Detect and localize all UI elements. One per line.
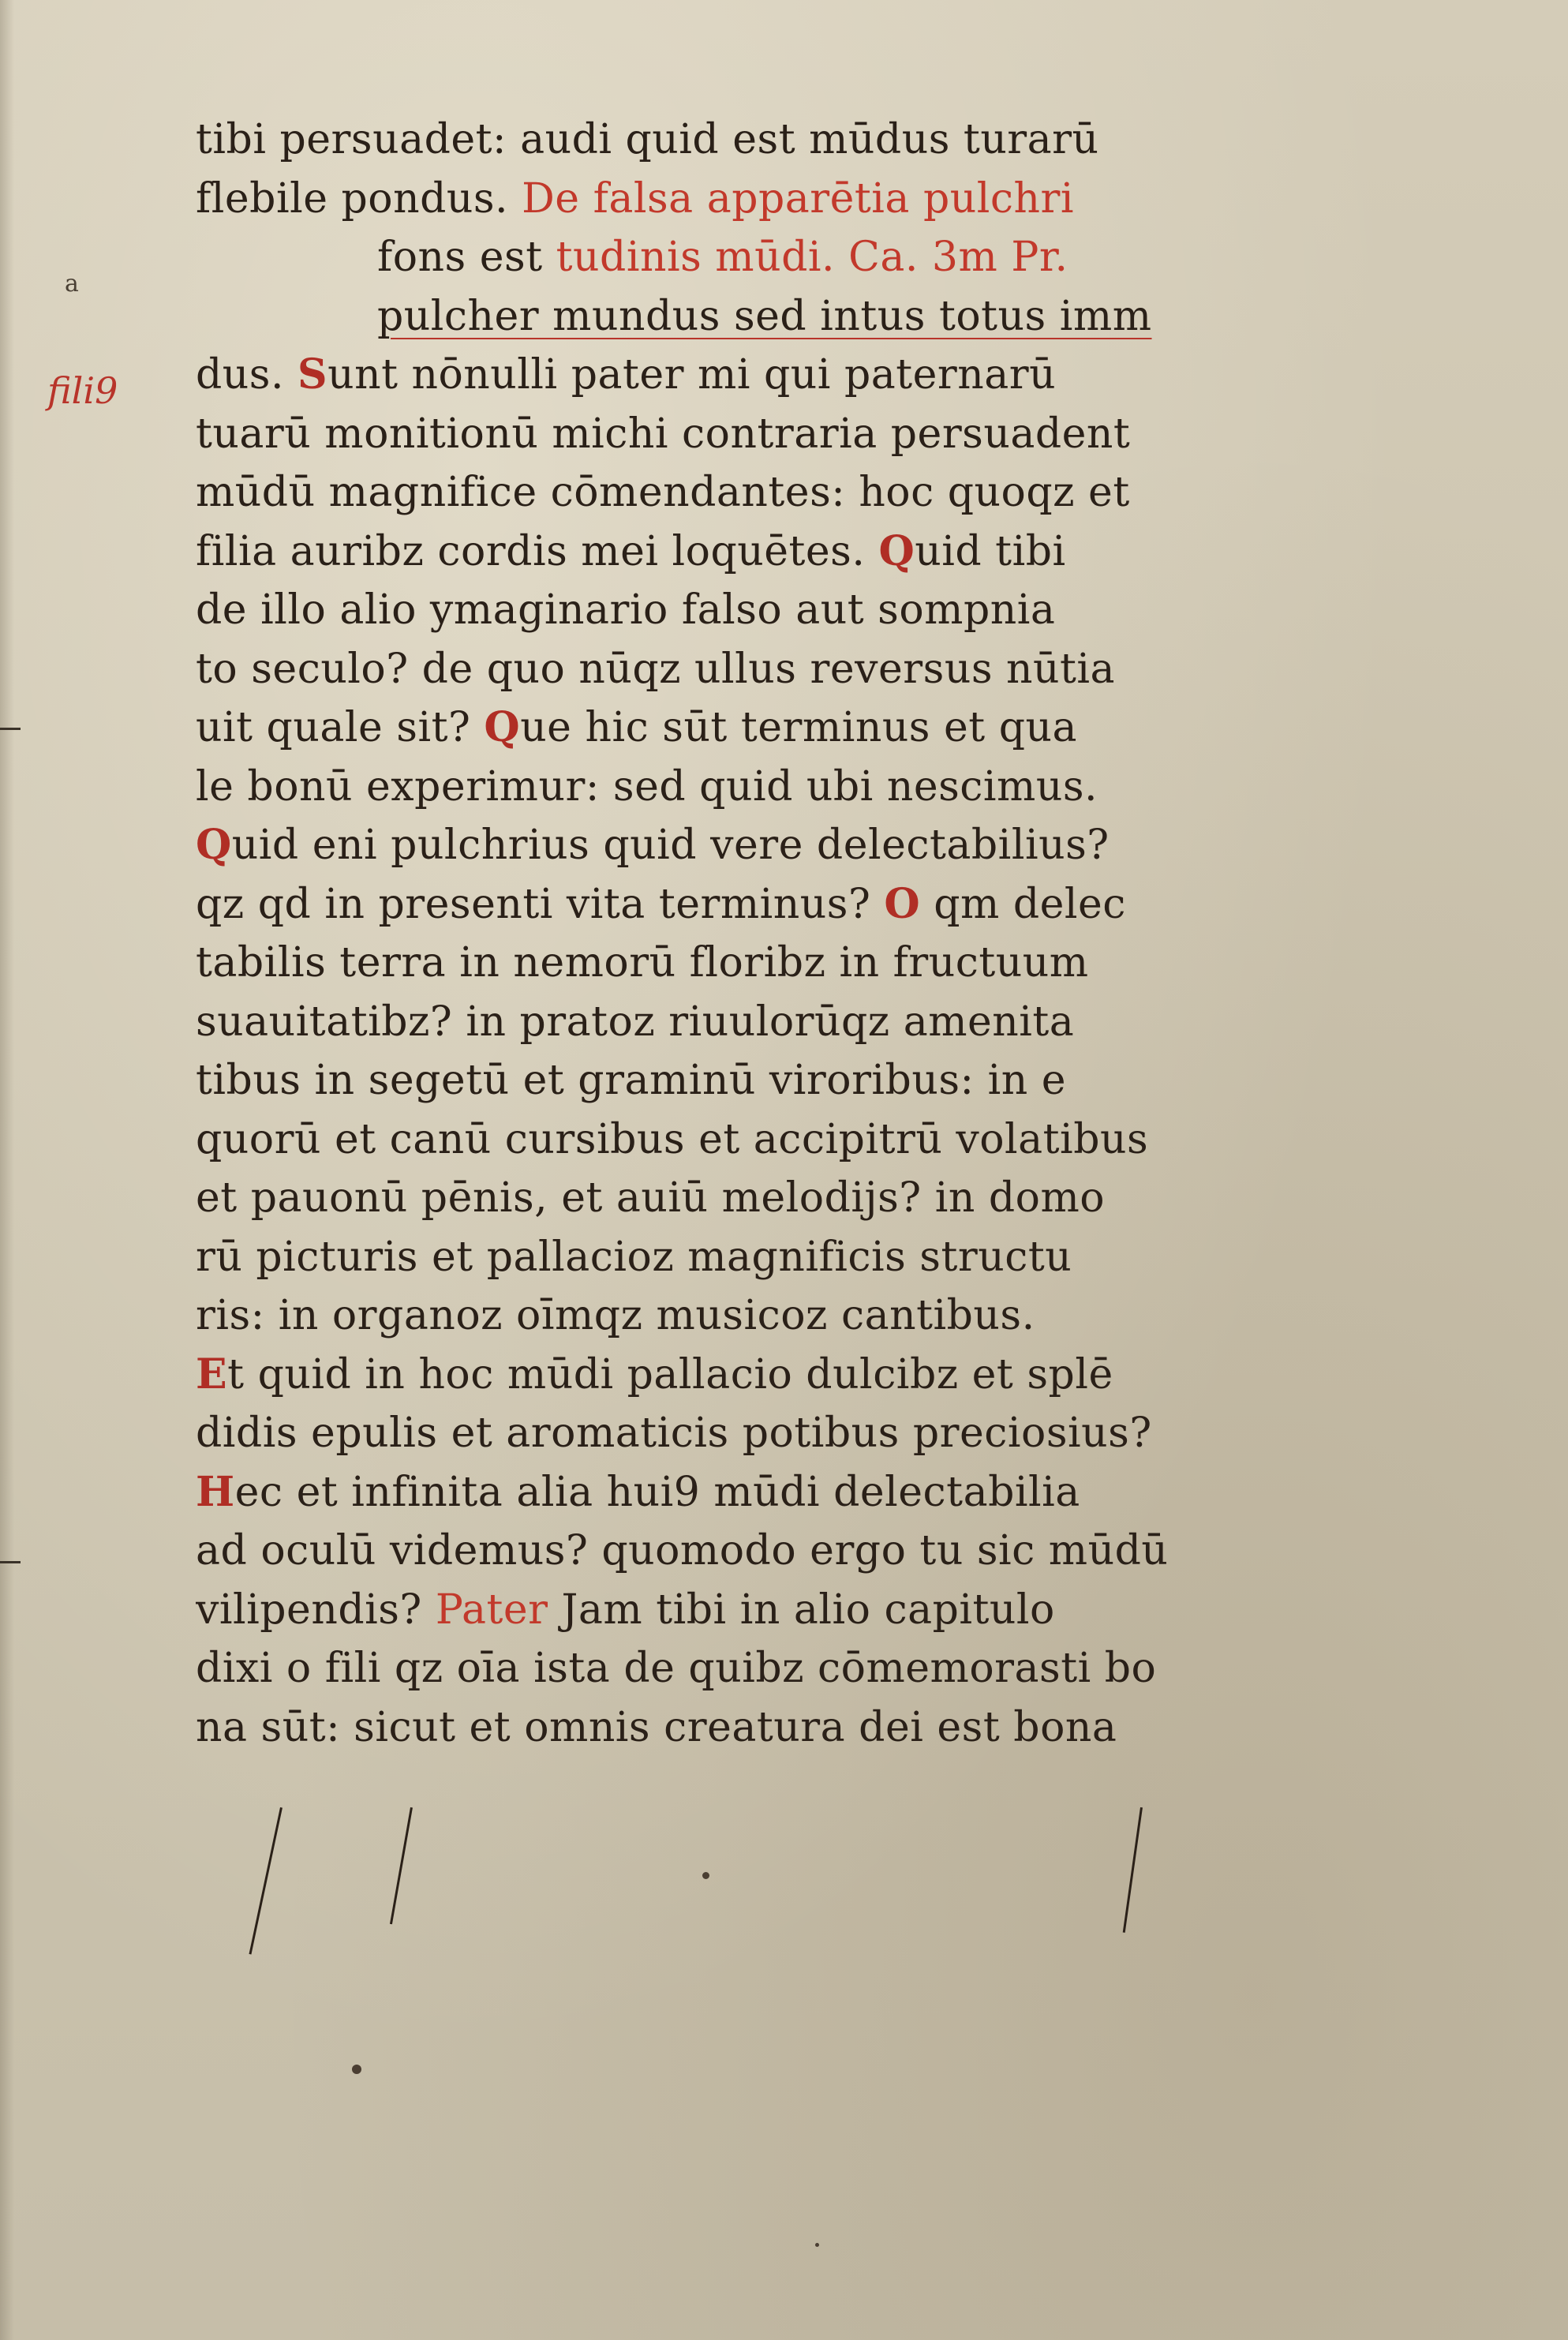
manuscript-line <box>196 287 1364 346</box>
margin-note: fili9 <box>47 369 118 412</box>
line-text: filia auribz cordis mei loquētes. <box>196 527 879 575</box>
rubric-text: Pater <box>435 1586 548 1634</box>
manuscript-line <box>196 993 1364 1052</box>
line-text: uit quale sit? <box>196 704 485 751</box>
line-text: qm delec <box>920 880 1126 928</box>
manuscript-text-block <box>196 110 1364 1757</box>
manuscript-line <box>196 816 1364 875</box>
ink-speck <box>702 1872 709 1879</box>
manuscript-line <box>196 1169 1364 1228</box>
manuscript-line <box>196 1581 1364 1640</box>
manuscript-line <box>196 581 1364 640</box>
line-text: mūdū magnifice cōmendantes: hoc quoqz et <box>196 469 1130 516</box>
line-text: le bonū experimur: sed quid ubi nescimus. <box>196 762 1098 811</box>
line-text: ec et infinita alia hui9 mūdi delectabilia <box>234 1468 1080 1516</box>
red-initial: O <box>884 879 921 928</box>
manuscript-line <box>196 1463 1364 1522</box>
manuscript-line <box>196 463 1364 522</box>
margin-tick <box>0 728 21 730</box>
margin-mark: a <box>65 270 79 298</box>
manuscript-line <box>196 1522 1364 1581</box>
ink-speck <box>352 2065 361 2074</box>
ink-speck <box>815 2243 819 2247</box>
manuscript-line <box>196 698 1364 758</box>
line-text: vilipendis? <box>196 1586 436 1634</box>
line-text: ad oculū videmus? quomodo ergo tu sic mūdū <box>196 1527 1169 1574</box>
line-text: ue hic sūt terminus et qua <box>520 704 1077 751</box>
red-initial: Q <box>878 526 915 575</box>
line-text: na sūt: sicut et omnis creatura dei est bona <box>196 1703 1117 1751</box>
margin-tick <box>0 1561 21 1563</box>
line-text: ris: in organoz oīmqz musicoz cantibus. <box>196 1292 1035 1339</box>
manuscript-line <box>196 346 1364 405</box>
line-text: flebile pondus. <box>196 174 522 223</box>
line-text: fons est <box>377 234 556 281</box>
line-text: dixi o fili qz oīa ista de quibz cōmemorasti bo <box>196 1645 1157 1692</box>
manuscript-line <box>196 1404 1364 1463</box>
red-initial: S <box>298 350 328 399</box>
line-text: t quid in hoc mūdi pallacio dulcibz et splē <box>227 1350 1113 1398</box>
line-text: suauitatibz? in pratoz riuulorūqz amenita <box>196 998 1075 1046</box>
line-text: tibus in segetū et graminū viroribus: in e <box>196 1057 1066 1104</box>
manuscript-line <box>196 522 1364 582</box>
line-text: qz qd in presenti vita terminus? <box>196 880 885 928</box>
red-initial: Q <box>484 703 521 751</box>
line-text: dus. <box>196 351 298 399</box>
manuscript-line <box>196 1346 1364 1405</box>
manuscript-line <box>196 228 1364 287</box>
manuscript-line <box>196 405 1364 464</box>
manuscript-line <box>196 1228 1364 1287</box>
line-text: pulcher mundus sed intus totus imm <box>377 292 1152 340</box>
ink-descender <box>390 1807 413 1924</box>
red-initial: E <box>196 1350 228 1398</box>
manuscript-line <box>196 758 1364 817</box>
ink-descender <box>249 1807 282 1954</box>
line-text: de illo alio ymaginario falso aut sompnia <box>196 586 1056 634</box>
line-text: quorū et canū cursibus et accipitrū volatibus <box>196 1115 1149 1163</box>
manuscript-line <box>196 934 1364 993</box>
manuscript-line <box>196 640 1364 699</box>
line-text: tabilis terra in nemorū floribz in fructuum <box>196 939 1089 987</box>
manuscript-line <box>196 1051 1364 1110</box>
page-edge-shadow <box>0 0 14 2340</box>
ink-descender <box>1123 1807 1143 1933</box>
manuscript-line <box>196 170 1364 229</box>
line-text: rū picturis et pallacioz magnificis structu <box>196 1233 1072 1281</box>
line-text: tibi persuadet: audi quid est mūdus turarū <box>196 116 1099 163</box>
manuscript-line <box>196 1639 1364 1698</box>
line-text: didis epulis et aromaticis potibus preciosius? <box>196 1410 1152 1457</box>
manuscript-line <box>196 1286 1364 1346</box>
line-text: Jam tibi in alio capitulo <box>548 1586 1055 1634</box>
line-text: unt nōnulli pater mi qui paternarū <box>327 351 1057 399</box>
manuscript-line <box>196 110 1364 170</box>
red-initial: H <box>196 1467 235 1516</box>
manuscript-line <box>196 875 1364 934</box>
line-text: tuarū monitionū michi contraria persuadent <box>196 410 1131 458</box>
red-initial: Q <box>196 821 232 869</box>
manuscript-line <box>196 1110 1364 1170</box>
rubric-text: tudinis mūdi. Ca. 3m Pr. <box>556 234 1068 281</box>
line-text: uid eni pulchrius quid vere delectabilius? <box>231 822 1110 869</box>
line-text: et pauonū pēnis, et auiū melodijs? in domo <box>196 1174 1106 1222</box>
line-text: to seculo? de quo nūqz ullus reversus nūtia <box>196 645 1116 693</box>
line-text: uid tibi <box>915 527 1066 575</box>
manuscript-line <box>196 1698 1364 1758</box>
rubric-text: De falsa apparētia pulchri <box>522 174 1074 223</box>
